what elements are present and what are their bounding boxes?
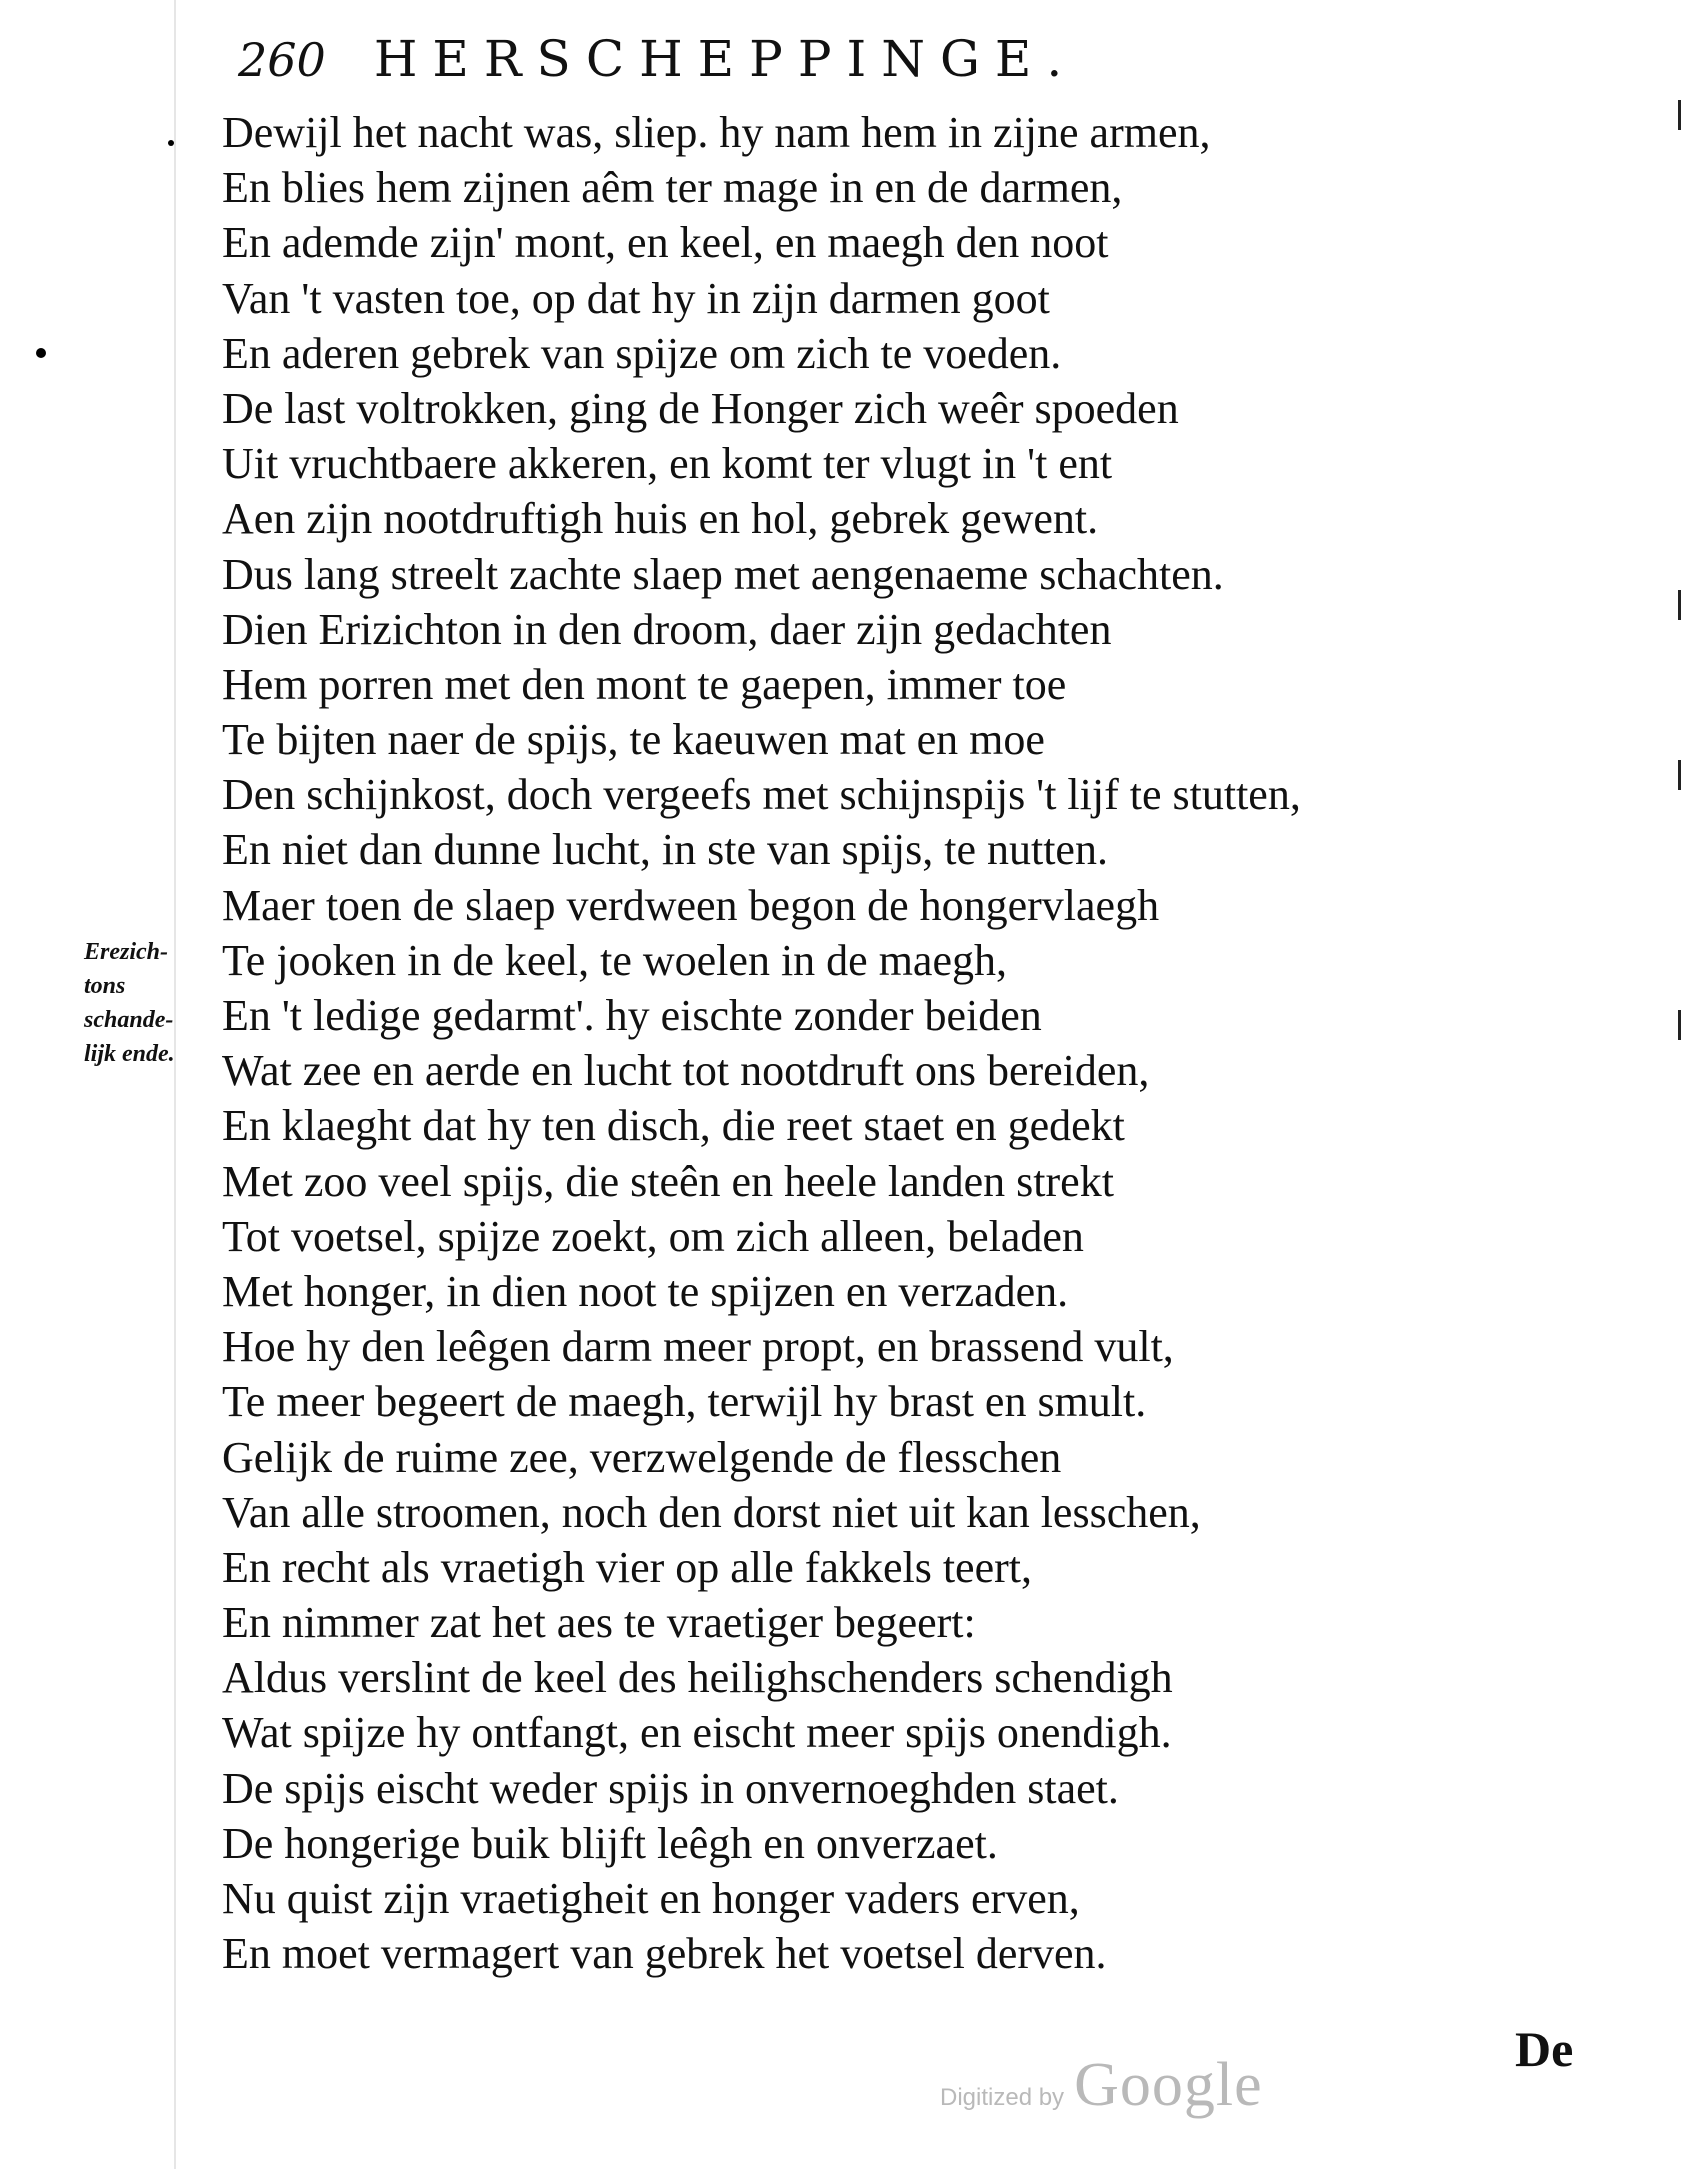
margin-note-line: lijk ende. bbox=[84, 1041, 175, 1067]
poem-line: Aldus verslint de keel des heilighschenders schendigh bbox=[222, 1653, 1173, 1703]
facing-page-edge bbox=[1678, 1010, 1691, 1040]
poem-line: Dus lang streelt zachte slaep met aengenaeme schachten. bbox=[222, 549, 1224, 599]
poem-line: Dien Erizichton in den droom, daer zijn gedachten bbox=[222, 604, 1112, 654]
poem-line: En blies hem zijnen aêm ter mage in en de darmen, bbox=[222, 163, 1123, 213]
poem-line: En 't ledige gedarmt'. hy eischte zonder beiden bbox=[222, 991, 1042, 1040]
digitized-watermark bbox=[940, 2050, 1263, 2121]
margin-note-line: schande- bbox=[84, 1007, 174, 1033]
poem-line: Gelijk de ruime zee, verzwelgende de flesschen bbox=[222, 1432, 1062, 1482]
page-gutter-shadow bbox=[174, 0, 176, 2169]
poem-line: De last voltrokken, ging de Honger zich weêr spoeden bbox=[222, 383, 1179, 433]
poem-line: En nimmer zat het aes te vraetiger begeert: bbox=[222, 1598, 976, 1648]
poem-line: Van 't vasten toe, op dat hy in zijn darmen goot bbox=[222, 273, 1050, 323]
poem-line: En recht als vraetigh vier op alle fakkels teert, bbox=[222, 1542, 1032, 1592]
poem-line: Te jooken in de keel, te woelen in de maegh, bbox=[222, 935, 1007, 985]
google-logo: Google bbox=[1074, 2051, 1263, 2119]
ink-speck bbox=[168, 140, 174, 146]
poem-line: Hoe hy den leêgen darm meer propt, en brassend vult, bbox=[222, 1322, 1174, 1372]
poem-line: Wat spijze hy ontfangt, en eischt meer spijs onendigh. bbox=[222, 1708, 1172, 1758]
poem-line: Aen zijn nootdruftigh huis en hol, gebrek gewent. bbox=[222, 494, 1099, 544]
poem-line: Hem porren met den mont te gaepen, immer toe bbox=[222, 659, 1067, 709]
poem-line: Den schijnkost, doch vergeefs met schijnspijs 't lijf te stutten, bbox=[222, 770, 1301, 820]
poem-line: Tot voetsel, spijze zoekt, om zich alleen, beladen bbox=[222, 1211, 1084, 1261]
page-header bbox=[238, 30, 1077, 100]
poem-line: Te meer begeert de maegh, terwijl hy brast en smult. bbox=[222, 1377, 1147, 1427]
poem-line: En ademde zijn' mont, en keel, en maegh den noot bbox=[222, 218, 1109, 268]
page-number: 260 bbox=[238, 33, 326, 87]
poem-line: En niet dan dunne lucht, in ste van spijs, te nutten. bbox=[222, 825, 1108, 875]
facing-page-edge bbox=[1678, 100, 1691, 130]
poem-line: Wat zee en aerde en lucht tot nootdruft ons bereiden, bbox=[222, 1046, 1150, 1096]
margin-note-line: tons bbox=[84, 973, 126, 999]
poem-line: Met zoo veel spijs, die steên en heele landen strekt bbox=[222, 1156, 1114, 1206]
poem-line: En klaeght dat hy ten disch, die reet staet en gedekt bbox=[222, 1101, 1125, 1151]
poem-line: De hongerige buik blijft leêgh en onverzaet. bbox=[222, 1818, 998, 1868]
facing-page-edge bbox=[1678, 590, 1691, 620]
facing-page-edge bbox=[1678, 760, 1691, 790]
poem-line: En moet vermagert van gebrek het voetsel derven. bbox=[222, 1929, 1107, 1979]
ink-speck bbox=[36, 348, 46, 358]
poem-line: Van alle stroomen, noch den dorst niet uit kan lesschen, bbox=[222, 1487, 1201, 1537]
poem-text bbox=[222, 105, 1642, 1981]
poem-line: Met honger, in dien noot te spijzen en verzaden. bbox=[222, 1266, 1069, 1316]
poem-line: Uit vruchtbaere akkeren, en komt ter vlugt in 't ent bbox=[222, 439, 1113, 489]
poem-line: Nu quist zijn vraetigheit en honger vaders erven, bbox=[222, 1874, 1080, 1923]
catchword: De bbox=[1515, 2021, 1574, 2077]
poem-line: En aderen gebrek van spijze om zich te voeden. bbox=[222, 328, 1062, 378]
margin-note-line: Erezich- bbox=[84, 939, 168, 965]
poem-line: De spijs eischt weder spijs in onvernoeghden staet. bbox=[222, 1763, 1119, 1813]
poem-line: Te bijten naer de spijs, te kaeuwen mat en moe bbox=[222, 715, 1045, 765]
watermark-prefix: Digitized by bbox=[940, 2084, 1065, 2111]
poem-line: Dewijl het nacht was, sliep. hy nam hem in zijne armen, bbox=[222, 108, 1211, 157]
running-title: HERSCHEPPINGE. bbox=[373, 30, 1078, 88]
margin-note bbox=[84, 935, 224, 1071]
poem-line: Maer toen de slaep verdween begon de hongervlaegh bbox=[222, 880, 1160, 930]
